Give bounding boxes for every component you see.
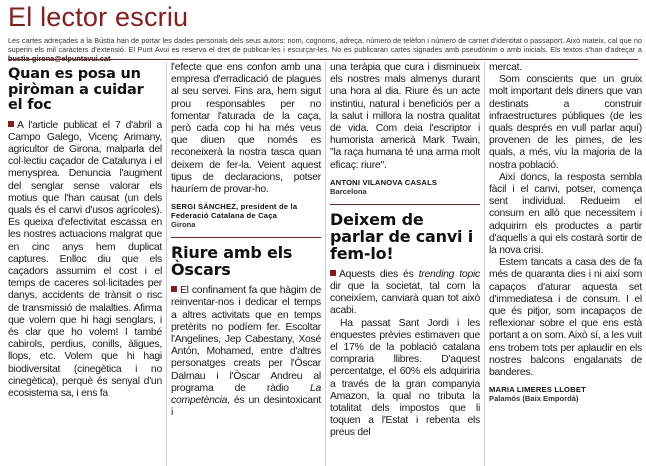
intro-text: Les cartes adreçades a la Bústia han de portar les dades personals dels seus autors: nom, cognoms, adreça, número de telèfon i número de carnet d'identitat o passaport. Això mateix, cal que no superin els mil caràcters d'extensió. El Punt Avui es reserva el dret de publicar-les i escurçar-les. No es publicaran cartes signades amb pseudònim o amb inicials. Els textos s'han d'adreçar a <box>8 36 642 54</box>
article-2-body <box>171 285 321 419</box>
article-2-paragraph-cont: una teràpia que cura i disminueix els nostres mals almenys durant una hora al dia. Riure és un acte instintiu, natural i beneficiós per a la salut i millora la nostra qualitat de vida. Com deia l'escriptor i humorista americà Mark Twain, "la raça humana té una arma molt eficaç: riure". <box>330 62 480 171</box>
column-separator <box>166 62 167 466</box>
paragraph-marker-icon <box>171 286 177 292</box>
article-divider <box>171 237 321 238</box>
article-2-paragraph: El confinament fa que hàgim de reinventar-nos i dedicar el temps a altres activitats que en temps pretèrits no podíem fer. Escoltar l'Angelines, Jep Cabestany, Xosé Antón, Mohamed, entre d'altres personatges creats per l'Òscar Dalmau i l'Òscar Andreu al programa de ràdio La competència, és un desintoxicant i <box>171 285 321 419</box>
column-3 <box>330 62 480 466</box>
article-1-continuation <box>171 62 321 196</box>
article-3-paragraph: Aquests dies és trending topic dir que la societat, tal com la coneixíem, canviarà quan tot això acabi. <box>330 268 480 317</box>
article-3-body <box>330 269 480 440</box>
article-3-paragraph-cont: mercat. <box>489 62 522 73</box>
article-3-paragraph: Ha passat Sant Jordi i les enquestes prèvies estimaven que el 17% de la població catalana compraria llibres. D'aquest percentatge, el 60% els adquiriria a través de la gran companyia Amazon, la qual no tributa la totalitat dels impostos que li toquen a l'Estat i rebenta els preus del <box>330 317 480 439</box>
article-3-paragraph: Així doncs, la resposta sembla fàcil i el canvi, potser, comença sent individual. Redueim el consum en allò que necessitem i adquirim els productes a partir d'aquells a qui els costarà sortir de la nova crisi. <box>489 171 642 257</box>
paragraph-marker-icon <box>8 121 14 127</box>
column-2 <box>171 62 321 466</box>
article-1-headline: Quan es posa un piròman a cuidar el foc <box>8 66 144 113</box>
header-rule <box>8 59 638 60</box>
column-separator <box>325 62 326 466</box>
article-1-body <box>8 120 162 401</box>
article-2-place: Barcelona <box>330 186 367 196</box>
article-divider <box>330 204 480 205</box>
article-2-headline: Riure amb els Òscars <box>171 243 293 280</box>
article-3-continuation <box>489 62 642 379</box>
article-1-signature: SERGI SÁNCHEZ, president de la Federació Catalana de Caça <box>171 202 298 221</box>
section-title: El lector escriu <box>8 2 189 32</box>
column-4 <box>489 62 642 466</box>
article-1-paragraph-cont: l'efecte que ens confon amb una empresa d'erradicació de plagues al seu servei. Fins ara, hem sigut prou responsables per no fomentar l'aturada de la caça, però cada cop hi ha més veus que diuen que només es reconeixerà la nostra tasca quan deixem de fer-la. Veient aquest tipus de declaracions, potser hauríem de provar-ho. <box>171 62 321 196</box>
article-3-signature: MARIA LIMERES LLOBET <box>489 385 586 395</box>
article-3-headline: Deixem de parlar de canvi i fem-lo! <box>330 209 473 263</box>
article-3-place: Palamós (Baix Empordà) <box>489 394 579 404</box>
article-3-paragraph: Som conscients que un gruix molt important dels diners que van destinats a construir infraestructures públiques (de les quals després en vull parlar aquí) provenen de les pimes, de les quals, a més, viu la majoria de la nostra població. <box>489 74 642 171</box>
article-2-continuation <box>330 62 480 172</box>
column-separator <box>484 62 485 466</box>
paragraph-marker-icon <box>330 270 336 276</box>
article-2-signature: ANTONI VILANOVA CASALS <box>330 177 438 187</box>
article-1-paragraph: A l'article publicat el 7 d'abril a Campo Galego, Vicenç Arimany, agricultor de Girona, malparla del col·lectiu caçador de Catalunya i el menysprea. Denuncia l'augment del senglar sense valorar els motius que l'han causat (un dels quals és el canvi d'usos agrícoles). Es queixa d'efectivitat escassa en les nostres actuacions malgrat que en cinc anys hem duplicat captures. Enlloc diu que els caçadors assumim el cost i el temps de caceres sol·licitades per danys, accidents de trànsit o risc de transmissió de malalties. Afirma que volem que hi hagi senglars, i és clar que ho volem! I també cabirols, perdius, conills, àligues, llops, etc. Volem que hi hagi biodiversitat (cinegètica i no cinegètica), perquè és senyal d'un ecosistema sa, i ens fa <box>8 119 162 399</box>
column-1 <box>8 62 162 466</box>
article-3-paragraph: Estem tancats a casa des de fa més de quaranta dies i ni així som capaços d'aturar aquesta set d'immediatesa i de consum. I el que és pitjor, som incapaços de reflexionar sobre el que ens està portant a on som. Això sí, a les vuit ens trobem tots per aplaudir en els nostres balcons engalanats de banderes. <box>489 257 642 379</box>
article-1-place: Girona <box>171 220 196 230</box>
